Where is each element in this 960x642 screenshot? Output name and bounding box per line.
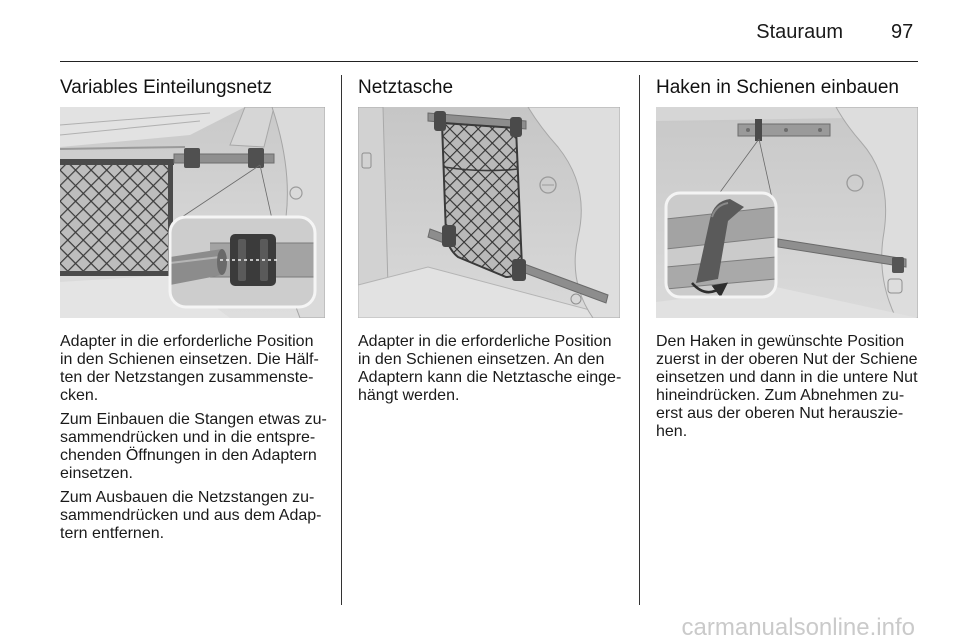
paragraph-line: chenden Öffnungen in den Adaptern xyxy=(60,447,317,464)
paragraph xyxy=(60,411,327,483)
paragraph-line: sammendrücken und aus dem Adap- xyxy=(60,507,322,524)
net-mesh xyxy=(60,159,174,276)
site-watermark: carmanualsonline.info xyxy=(681,614,915,641)
paragraph-line: Adapter in die erforderliche Position xyxy=(60,333,314,350)
section-body xyxy=(656,333,918,447)
paragraph-line: erst aus der oberen Nut herauszie- xyxy=(656,405,904,422)
paragraph-line: hängt werden. xyxy=(358,387,460,404)
paragraph xyxy=(60,489,327,543)
paragraph-line: tern entfernen. xyxy=(60,525,165,542)
page-number: 97 xyxy=(891,21,914,43)
paragraph-line: Adaptern kann die Netztasche einge- xyxy=(358,369,622,386)
paragraph-line: in den Schienen einsetzen. An den xyxy=(358,351,605,368)
column-rail-hooks xyxy=(656,0,918,642)
running-header-section: Stauraum xyxy=(756,21,843,43)
paragraph-line: einsetzen. xyxy=(60,465,133,482)
section-title: Variables Einteilungsnetz xyxy=(60,77,272,98)
detail-inset xyxy=(666,193,776,297)
paragraph-line: sammendrücken und in die entspre- xyxy=(60,429,316,446)
paragraph-line: Zum Einbauen die Stangen etwas zu- xyxy=(60,411,327,428)
paragraph-line: hineindrücken. Zum Abnehmen zu- xyxy=(656,387,905,404)
variable-net-illustration xyxy=(60,107,325,318)
column-divider xyxy=(341,75,342,605)
paragraph xyxy=(60,333,327,405)
paragraph-line: cken. xyxy=(60,387,99,404)
section-body xyxy=(358,333,621,411)
section-body xyxy=(60,333,327,549)
paragraph-line: Zum Ausbauen die Netzstangen zu- xyxy=(60,489,315,506)
hook xyxy=(755,119,762,141)
column-variable-net xyxy=(60,0,325,642)
paragraph-line: Adapter in die erforderliche Position xyxy=(358,333,612,350)
detail-inset xyxy=(170,217,315,307)
paragraph-line: einsetzen und dann in die untere Nut xyxy=(656,369,918,386)
net-pocket xyxy=(442,123,522,277)
paragraph-line: hen. xyxy=(656,423,688,440)
paragraph-line: ten der Netzstangen zusammenste- xyxy=(60,369,314,386)
upper-rail xyxy=(738,124,830,136)
section-title: Netztasche xyxy=(358,77,454,98)
paragraph xyxy=(656,333,918,441)
net-pocket-illustration xyxy=(358,107,620,318)
paragraph-line: Den Haken in gewünschte Position xyxy=(656,333,905,350)
rail-hook-illustration xyxy=(656,107,918,318)
section-title: Haken in Schienen einbauen xyxy=(656,77,899,98)
column-divider xyxy=(639,75,640,605)
paragraph-line: in den Schienen einsetzen. Die Hälf- xyxy=(60,351,319,368)
paragraph xyxy=(358,333,621,405)
paragraph-line: zuerst in der oberen Nut der Schiene xyxy=(656,351,918,368)
column-net-pocket xyxy=(358,0,620,642)
